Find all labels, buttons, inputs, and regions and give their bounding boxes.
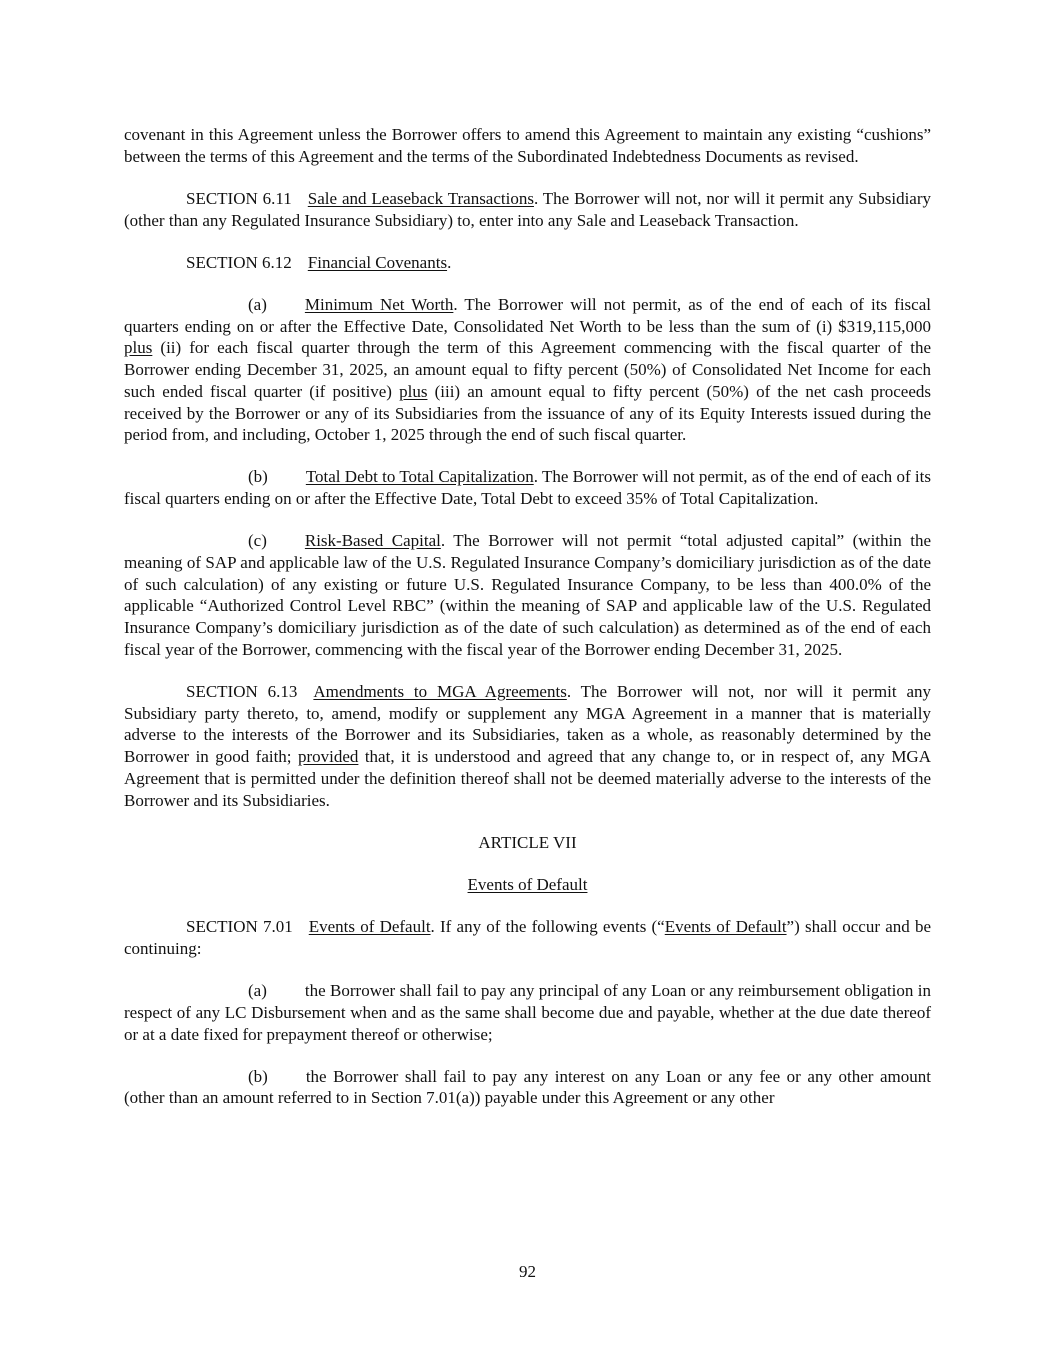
- intro-paragraph: [124, 124, 931, 167]
- section-7-01-number: SECTION 7.01: [186, 917, 293, 937]
- clause-7-01-b-text: the Borrower shall fail to pay any interest on any Loan or any fee or any other amount (other than an amount referred to in Section 7.01(a)) payable under this Agreement or any other: [124, 1066, 931, 1108]
- clause-6-12-a-title: Minimum Net Worth: [304, 295, 454, 315]
- section-6-13-text-2: that, it is understood and agreed that any change to, or in respect of, any MGA Agreement that is permitted under the definition thereof shall not be deemed materially adverse to the interests of the Borrower and its Subsidiaries.: [124, 747, 931, 810]
- clause-6-12-a-plus-2: plus: [399, 381, 428, 401]
- section-6-13-text-1: . The Borrower will not, nor will it permit any Subsidiary party thereto, to, amend, modify or supplement any MGA Agreement in a manner that is materially adverse to the interests of the Borrower and its Subsidiaries, taken as a whole, as reasonably determined by the Borrower in good faith;: [124, 682, 932, 767]
- clause-6-12-c-label: (c): [248, 531, 267, 551]
- section-6-11-number: SECTION 6.11: [186, 188, 292, 208]
- intro-text: covenant in this Agreement unless the Borrower offers to amend this Agreement to maintain any existing “cushions” between the terms of this Agreement and the terms of the Subordinated Indebtedness Documents as revised.: [124, 125, 931, 166]
- clause-6-12-a-text-2: (ii) for each fiscal quarter through the term of this Agreement commencing with the fiscal quarter of the Borrower ending December 31, 2025, an amount equal to fifty percent (50%) of Consolidated Net Income for each such ended fiscal quarter (if positive): [124, 338, 931, 401]
- clause-7-01-a-label: (a): [248, 981, 267, 1001]
- article-title: [124, 874, 931, 896]
- clause-6-12-b: [124, 466, 931, 509]
- clause-6-12-b-text: . The Borrower will not permit, as of the end of each of its fiscal quarters ending on or after the Effective Date, Total Debt to exceed 35% of Total Capitalization.: [124, 467, 931, 509]
- clause-6-12-a-label: (a): [248, 295, 267, 315]
- section-6-11: [124, 188, 931, 231]
- section-6-13-provided: provided: [297, 747, 359, 767]
- section-7-01-text-1: . If any of the following events (“: [430, 917, 665, 937]
- section-6-13: [124, 681, 931, 811]
- page-number: 92: [519, 1262, 536, 1281]
- section-6-12-title: Financial Covenants: [307, 252, 448, 272]
- clause-6-12-c-title: Risk-Based Capital: [304, 531, 441, 551]
- document-page: [124, 124, 931, 1109]
- clause-7-01-a: [124, 980, 931, 1045]
- clause-6-12-c-text: . The Borrower will not permit “total adjusted capital” (within the meaning of SAP and applicable law of the U.S. Regulated Insurance Company’s domiciliary jurisdiction as of the date of such calculation) of any existing or future U.S. Regulated Insurance Company, to be less than 400.0% of the applicable “Authorized Control Level RBC” (within the meaning of SAP and applicable law of the U.S. Regulated Insurance Company’s domiciliary jurisdiction as of the date of such calculation) as determined as of the end of each fiscal year of the Borrower, commencing with the fiscal year of the Borrower ending December 31, 2025.: [124, 531, 932, 659]
- section-7-01-defined-term: Events of Default: [664, 917, 787, 937]
- section-7-01-title: Events of Default: [308, 917, 431, 937]
- clause-6-12-a-text-3: (iii) an amount equal to fifty percent (50%) of the net cash proceeds received by the Borrower or any of its Subsidiaries from the issuance of any of its Equity Interests issued during the period from, and including, October 1, 2025 through the end of such fiscal quarter.: [124, 381, 931, 445]
- section-7-01: [124, 916, 931, 959]
- section-7-01-text-2: ”) shall occur and be continuing:: [124, 917, 932, 958]
- clause-6-12-a: [124, 294, 931, 446]
- section-6-11-text: . The Borrower will not, nor will it permit any Subsidiary (other than any Regulated Insurance Subsidiary) to, enter into any Sale and Leaseback Transaction.: [124, 188, 931, 230]
- clause-6-12-a-text-1: . The Borrower will not permit, as of the end of each of its fiscal quarters ending on or after the Effective Date, Consolidated Net Worth to be less than the sum of (i) $319,115,000: [124, 295, 931, 336]
- clause-6-12-b-label: (b): [248, 467, 268, 487]
- article-heading: ARTICLE VII: [478, 832, 577, 852]
- article-title-text: Events of Default: [467, 874, 588, 894]
- clause-7-01-a-text: the Borrower shall fail to pay any principal of any Loan or any reimbursement obligation in respect of any LC Disbursement when and as the same shall become due and payable, whether at the due date thereof or at a date fixed for prepayment thereof or otherwise;: [124, 981, 931, 1044]
- section-6-11-title: Sale and Leaseback Transactions: [307, 188, 534, 208]
- clause-6-12-a-plus-1: plus: [124, 338, 153, 358]
- section-6-12-trailer: .: [447, 252, 452, 272]
- section-6-13-title: Amendments to MGA Agreements: [313, 682, 567, 702]
- clause-7-01-b-label: (b): [248, 1066, 268, 1086]
- clause-7-01-b: [124, 1066, 931, 1109]
- clause-6-12-b-title: Total Debt to Total Capitalization: [305, 467, 534, 487]
- section-6-12: [124, 252, 931, 274]
- clause-6-12-c: [124, 530, 931, 660]
- section-6-13-number: SECTION 6.13: [186, 682, 298, 702]
- section-6-12-number: SECTION 6.12: [186, 252, 292, 272]
